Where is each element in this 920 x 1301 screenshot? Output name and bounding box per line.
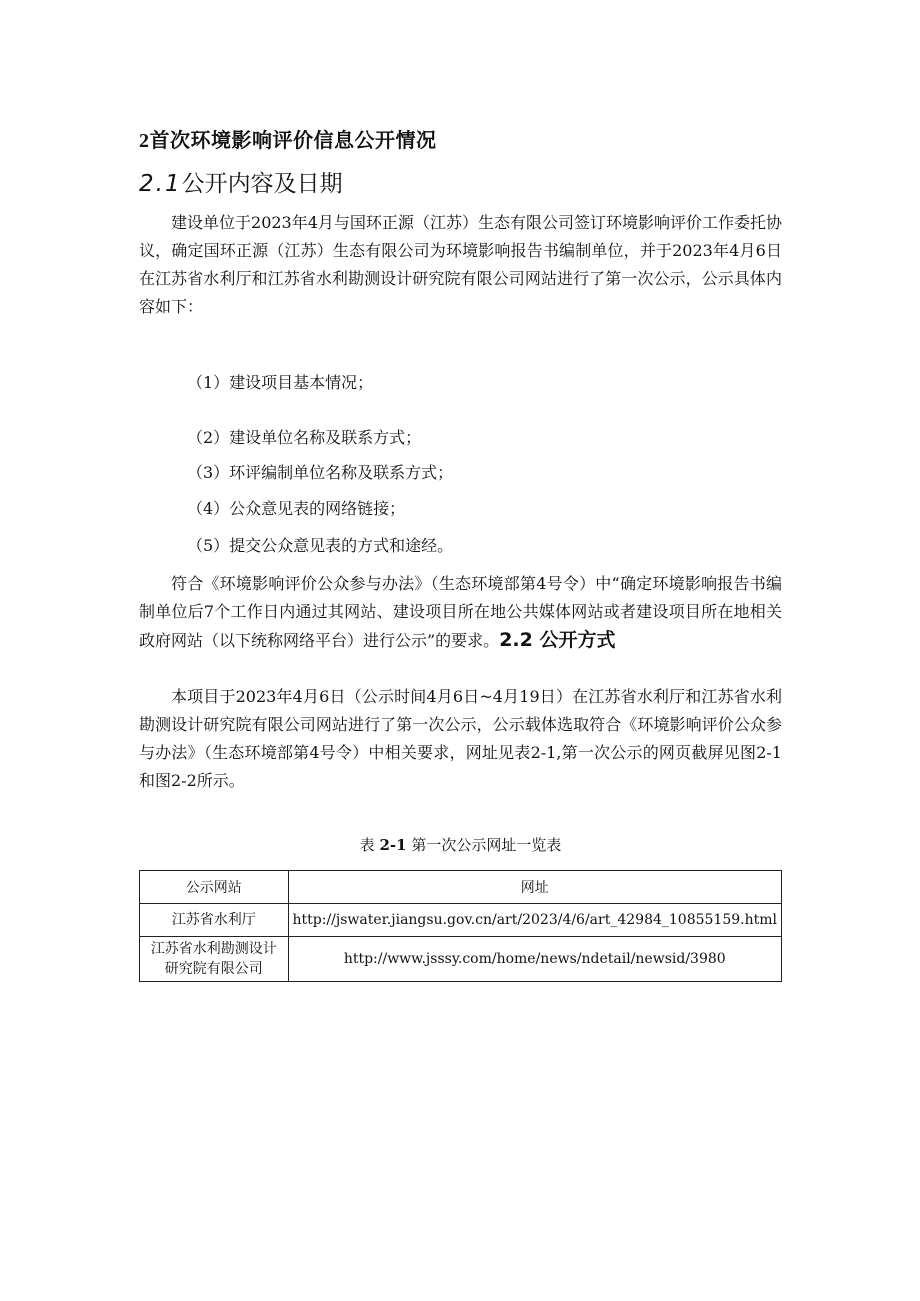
table-header-url: 网址 — [288, 871, 782, 904]
paragraph-compliance — [139, 570, 782, 655]
list-item-5: （5）提交公众意见表的方式和途经。 — [187, 536, 454, 555]
table-caption — [139, 833, 782, 857]
table-header-site: 公示网站 — [140, 871, 289, 904]
table-cell-url-link[interactable]: http://www.jsssy.com/home/news/ndetail/newsid/3980 — [288, 937, 782, 982]
table-cell-site: 江苏省水利勘测设计研究院有限公司 — [140, 937, 289, 982]
table-cell-site: 江苏省水利厅 — [140, 904, 289, 937]
subsection-number-2-2: 2.2 — [499, 629, 533, 651]
table-caption-prefix: 表 — [359, 836, 375, 854]
table-caption-number: 2-1 — [379, 836, 407, 854]
subsection-title-2-2: 公开方式 — [539, 629, 616, 651]
list-item-2: （2）建设单位名称及联系方式； — [187, 428, 422, 447]
paragraph-commission: 建设单位于2023年4月与国环正源（江苏）生态有限公司签订环境影响评价工作委托协议，确定国环正源（江苏）生态有限公司为环境影响报告书编制单位，并于2023年4月6日在江苏省水利厅和江苏省水利勘测设计研究院有限公司网站进行了第一次公示，公示具体内容如下： — [139, 213, 782, 316]
list-item-3: （3）环评编制单位名称及联系方式； — [187, 463, 454, 482]
table-row — [140, 904, 782, 937]
list-item-4: （4）公众意见表的网络链接； — [187, 499, 406, 518]
table-row — [140, 937, 782, 982]
subsection-heading-2-1 — [139, 165, 343, 198]
url-table — [139, 870, 782, 982]
table-caption-title: 第一次公示网址一览表 — [411, 836, 562, 854]
table-cell-url-link[interactable]: http://jswater.jiangsu.gov.cn/art/2023/4/6/art_42984_10855159.html — [288, 904, 782, 937]
subsection-heading-2-2 — [499, 629, 615, 651]
list-item-1: （1）建设项目基本情况； — [187, 373, 374, 392]
section-heading-2 — [139, 124, 437, 153]
section-number: 2 — [139, 130, 150, 152]
paragraph-publication-method: 本项目于2023年4月6日（公示时间4月6日~4月19日）在江苏省水利厅和江苏省水利勘测设计研究院有限公司网站进行了第一次公示，公示载体选取符合《环境影响评价公众参与办法》（生态环境部第4号令）中相关要求，网址见表2-1,第一次公示的网页截屏见图2-1和图2-2所示。 — [139, 687, 782, 790]
subsection-title: 公开内容及日期 — [181, 171, 343, 197]
table-header-row — [140, 871, 782, 904]
subsection-number: 2.1 — [139, 171, 182, 197]
section-title: 首次环境影响评价信息公开情况 — [149, 128, 437, 152]
paragraph-compliance-text: 符合《环境影响评价公众参与办法》（生态环境部第4号令）中“确定环境影响报告书编制单位后7个工作日内通过其网站、建设项目所在地公共媒体网站或者建设项目所在地相关政府网站（以下统称网络平台）进行公示”的要求。 — [139, 574, 782, 650]
